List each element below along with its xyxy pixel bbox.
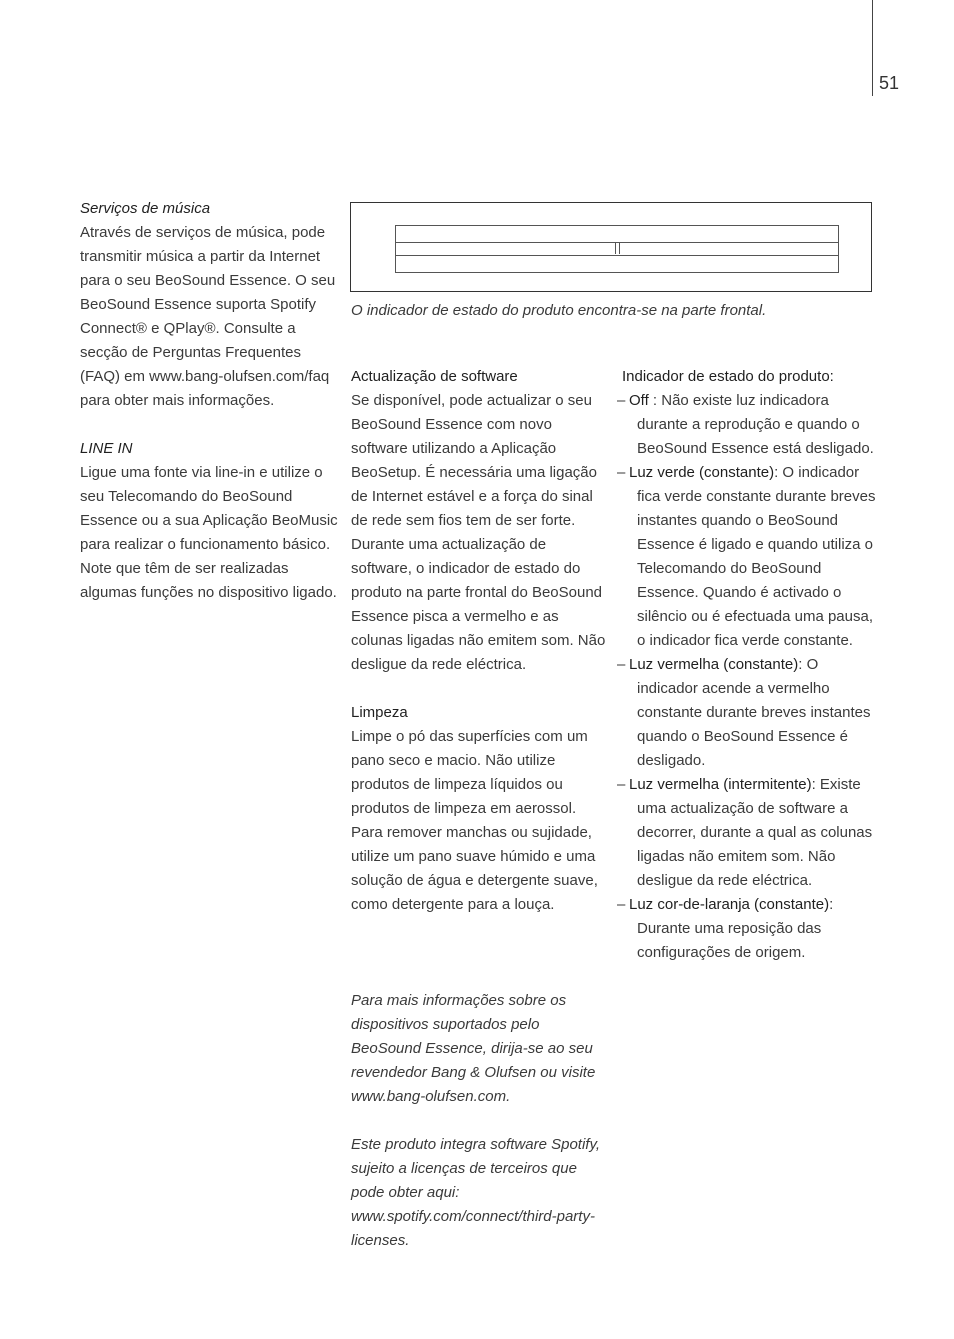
more-info-note: Para mais informações sobre os dispositivos suportados pelo BeoSound Essence, dirija-se ao seu revendedor Bang & Olufsen ou visite www.bang-olufsen.com. bbox=[351, 992, 596, 1105]
status-indicator-list bbox=[617, 389, 882, 965]
list-item: – Off : Não existe luz indicadora durante a reprodução e quando o BeoSound Essence está desligado. bbox=[617, 392, 874, 457]
status-indicator-light bbox=[615, 242, 620, 254]
left-column bbox=[80, 197, 340, 605]
page-margin-rule bbox=[872, 0, 873, 96]
page-number: 51 bbox=[879, 73, 900, 93]
status-indicator-heading: Indicador de estado do produto: bbox=[622, 368, 834, 385]
music-services-text: Através de serviços de música, pode transmitir música a partir da Internet para o seu BeoSound Essence. O seu BeoSound Essence suporta Spotify Connect® e QPlay®. Consulte a secção de Perguntas Frequentes (FAQ) em www.bang-olufsen.com/faq para obter mais informações. bbox=[80, 224, 336, 409]
software-update-heading: Actualização de software bbox=[351, 368, 518, 385]
spotify-license-note: Este produto integra software Spotify, sujeito a licenças de terceiros que pode obter aqui: www.spotify.com/connect/third-party-licenses. bbox=[351, 1136, 601, 1249]
cleaning-text: Limpe o pó das superfícies com um pano seco e macio. Não utilize produtos de limpeza líquidos ou produtos de limpeza em aerossol. Para remover manchas ou sujidade, utilize um pano suave húmido e uma solução de água e detergente suave, como detergente para a louça. bbox=[351, 728, 598, 913]
speaker-top-edge bbox=[395, 225, 839, 243]
list-item: – Luz cor-de-laranja (constante): Durante uma reposição das configurações de origem. bbox=[617, 896, 834, 961]
right-column bbox=[617, 365, 882, 965]
software-update-text: Se disponível, pode actualizar o seu BeoSound Essence com novo software utilizando a Aplicação BeoSetup. É necessária uma ligação de Internet estável e a força do sinal de rede sem fios tem de ser forte. Durante uma actualização de software, o indicador de estado do produto na parte frontal do BeoSound Essence pisca a vermelho e as colunas ligadas não emitem som. Não desligue da rede eléctrica. bbox=[351, 392, 606, 673]
line-in-text: Ligue uma fonte via line-in e utilize o seu Telecomando do BeoSound Essence ou a sua Aplicação BeoMusic para realizar o funcionamento básico. Note que têm de ser realizadas algumas funções no dispositivo ligado. bbox=[80, 464, 338, 601]
list-item: – Luz vermelha (constante): O indicador acende a vermelho constante durante breves instantes quando o BeoSound Essence é desligado. bbox=[617, 656, 871, 769]
product-front-illustration bbox=[350, 202, 872, 292]
figure-caption: O indicador de estado do produto encontra-se na parte frontal. bbox=[351, 302, 767, 319]
list-item: – Luz verde (constante): O indicador fica verde constante durante breves instantes quando o BeoSound Essence é ligado e quando utiliza o Telecomando do BeoSound Essence. Quando é activado o silêncio ou é efectuada uma pausa, o indicador fica verde constante. bbox=[617, 464, 876, 649]
music-services-heading: Serviços de música bbox=[80, 200, 211, 217]
cleaning-heading: Limpeza bbox=[351, 704, 408, 721]
speaker-front-panel bbox=[395, 242, 839, 256]
middle-column bbox=[351, 365, 611, 1253]
speaker-bottom-edge bbox=[395, 255, 839, 273]
list-item: – Luz vermelha (intermitente): Existe uma actualização de software a decorrer, durante a qual as colunas ligadas não emitem som. Não desligue da rede eléctrica. bbox=[617, 776, 873, 889]
line-in-heading: LINE IN bbox=[80, 440, 133, 457]
